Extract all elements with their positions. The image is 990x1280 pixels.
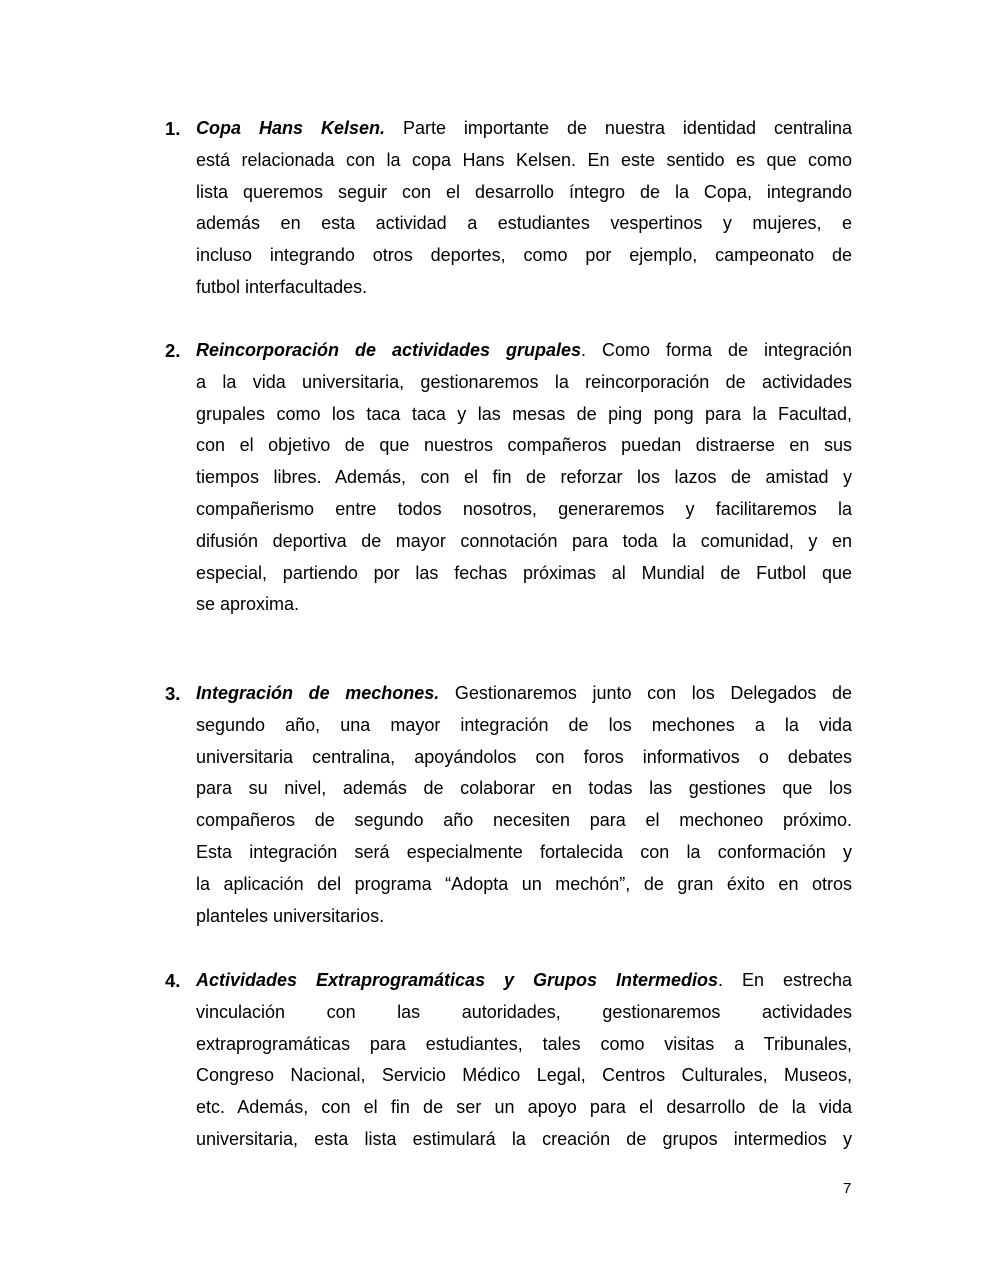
- item-number: 3.: [165, 683, 181, 704]
- list-item-3: [165, 678, 852, 932]
- item-text: está relacionada con la copa Hans Kelsen. En este sentido es que como: [196, 149, 852, 170]
- item-text: . En estrecha: [718, 970, 853, 990]
- item-title: Actividades Extraprogramáticas y Grupos Intermedios: [196, 970, 719, 990]
- item-text: tiempos libres. Además, con el fin de reforzar los lazos de amistad y: [196, 467, 852, 488]
- item-text: universitaria centralina, apoyándolos con foros informativos o debates: [196, 746, 852, 767]
- item-text: futbol interfacultades.: [196, 276, 368, 297]
- item-title: Copa Hans Kelsen.: [196, 118, 385, 138]
- item-text: extraprogramáticas para estudiantes, tales como visitas a Tribunales,: [196, 1033, 852, 1054]
- list-item-2: [165, 335, 852, 621]
- item-text: vinculación con las autoridades, gestionaremos actividades: [196, 1001, 852, 1022]
- item-text: la aplicación del programa “Adopta un mechón”, de gran éxito en otros: [196, 873, 852, 894]
- list-item-4: [165, 965, 852, 1156]
- item-text: Parte importante de nuestra identidad centralina: [384, 118, 853, 138]
- item-text: compañeros de segundo año necesiten para el mechoneo próximo.: [196, 810, 852, 831]
- page-number: 7: [843, 1180, 852, 1197]
- item-text: compañerismo entre todos nosotros, generaremos y facilitaremos la: [196, 498, 852, 519]
- item-number: 2.: [165, 340, 181, 361]
- item-text: especial, partiendo por las fechas próximas al Mundial de Futbol que: [196, 562, 852, 583]
- item-text: además en esta actividad a estudiantes vespertinos y mujeres, e: [196, 213, 852, 234]
- item-number: 1.: [165, 118, 181, 139]
- item-text: grupales como los taca taca y las mesas de ping pong para la Facultad,: [196, 403, 852, 424]
- item-text: Congreso Nacional, Servicio Médico Legal, Centros Culturales, Museos,: [196, 1065, 852, 1086]
- item-text: incluso integrando otros deportes, como por ejemplo, campeonato de: [196, 245, 852, 266]
- item-text: Esta integración será especialmente fortalecida con la conformación y: [196, 841, 852, 862]
- item-text: . Como forma de integración: [581, 340, 852, 360]
- item-text: segundo año, una mayor integración de los mechones a la vida: [196, 714, 852, 735]
- item-text: Gestionaremos junto con los Delegados de: [439, 683, 852, 703]
- item-title: Integración de mechones.: [196, 683, 440, 703]
- item-text: se aproxima.: [196, 594, 300, 615]
- item-text: a la vida universitaria, gestionaremos la reincorporación de actividades: [196, 371, 852, 392]
- item-text: para su nivel, además de colaborar en todas las gestiones que los: [196, 778, 852, 799]
- item-text: con el objetivo de que nuestros compañeros puedan distraerse en sus: [196, 435, 852, 456]
- item-text: difusión deportiva de mayor connotación para toda la comunidad, y en: [196, 530, 852, 551]
- item-title: Reincorporación de actividades grupales: [196, 340, 582, 360]
- item-text: etc. Además, con el fin de ser un apoyo para el desarrollo de la vida: [196, 1097, 852, 1118]
- item-text: planteles universitarios.: [196, 905, 385, 926]
- item-number: 4.: [165, 970, 181, 991]
- list-item-1: [165, 113, 852, 304]
- item-text: lista queremos seguir con el desarrollo íntegro de la Copa, integrando: [196, 181, 852, 202]
- item-text: universitaria, esta lista estimulará la creación de grupos intermedios y: [196, 1128, 852, 1149]
